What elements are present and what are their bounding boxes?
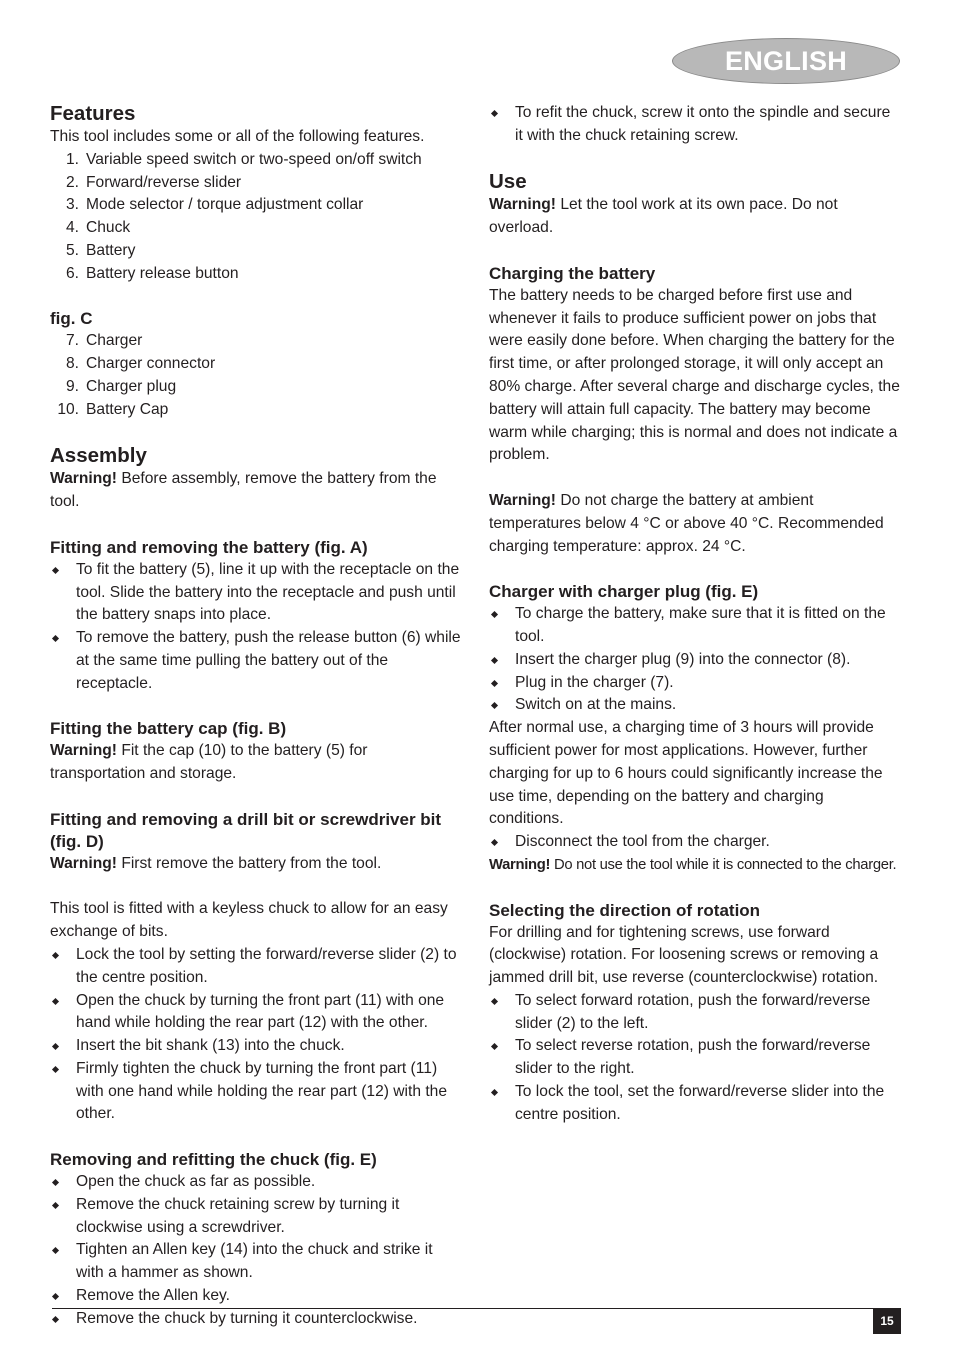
- warning-text: Before assembly, remove the battery from the tool.: [50, 470, 437, 511]
- list-item: [50, 330, 462, 353]
- bit-heading: Fitting and removing a drill bit or screwdriver bit (fig. D): [50, 809, 442, 851]
- list-item: [50, 240, 462, 263]
- bullet-text: To charge the battery, make sure that it is fitted on the tool.: [515, 605, 886, 645]
- bit-list: [50, 944, 462, 1126]
- chuck-heading: Removing and refitting the chuck (fig. E): [50, 1150, 377, 1170]
- list-item: [50, 194, 462, 217]
- bullet-diamond-icon: [52, 1066, 59, 1073]
- list-item: [50, 376, 462, 399]
- list-number: 2.: [65, 173, 79, 191]
- list-text: Battery: [86, 241, 136, 259]
- bullet-text: Tighten an Allen key (14) into the chuck and strike it with a hammer as shown.: [76, 1241, 433, 1282]
- bullet-item: [489, 831, 901, 854]
- bullet-text: Remove the Allen key.: [76, 1287, 230, 1305]
- bullet-item: [489, 672, 901, 695]
- list-text: Variable speed switch or two-speed on/off switch: [86, 150, 422, 168]
- bullet-diamond-icon: [491, 110, 498, 117]
- bullet-item: [489, 990, 901, 1036]
- list-text: Charger plug: [86, 377, 177, 395]
- warning-label: Warning!: [489, 491, 556, 509]
- list-text: Battery release button: [86, 264, 239, 282]
- chuck-list: [50, 1171, 462, 1331]
- bullet-diamond-icon: [52, 1179, 59, 1186]
- fig-c-heading: fig. C: [50, 309, 93, 329]
- charging-warning: [489, 490, 901, 558]
- bullet-item: [50, 559, 462, 627]
- bullet-text: To select forward rotation, push the forward/reverse slider (2) to the left.: [515, 991, 871, 1032]
- bullet-text: Lock the tool by setting the forward/reverse slider (2) to the centre position.: [76, 945, 457, 986]
- bullet-text: Switch on at the mains.: [515, 696, 677, 714]
- warning-label: Warning!: [489, 856, 551, 873]
- bullet-text: Firmly tighten the chuck by turning the front part (11) with one hand while holding the rear part (12) with the other.: [76, 1059, 448, 1123]
- bullet-item: [50, 990, 462, 1036]
- bullet-text: Remove the chuck by turning it counterclockwise.: [76, 1309, 418, 1327]
- list-text: Forward/reverse slider: [86, 173, 242, 191]
- charger-disconnect-list: [489, 831, 901, 854]
- bullet-text: To lock the tool, set the forward/reverse slider into the centre position.: [515, 1083, 885, 1123]
- charging-paragraph: The battery needs to be charged before first use and whenever it fails to produce sufficient power on jobs that were easily done before. When charging the battery for the first time, or after prolonged storage, it will only accept an 80% charge. After several charge and discharge cycles, the battery will attain full capacity. The battery may become warm while charging; this is normal and does not indicate a problem.: [489, 286, 900, 464]
- bullet-item: [489, 694, 901, 717]
- list-item: [50, 149, 462, 172]
- bullet-text: Plug in the charger (7).: [515, 673, 674, 691]
- cap-heading: Fitting the battery cap (fig. B): [50, 719, 287, 739]
- list-number: 3.: [65, 196, 79, 214]
- bit-intro: This tool is fitted with a keyless chuck to allow for an easy exchange of bits.: [50, 900, 448, 941]
- list-text: Charger connector: [86, 355, 216, 373]
- list-number: 1.: [65, 150, 79, 168]
- bullet-diamond-icon: [491, 702, 498, 709]
- bullet-item: [489, 1081, 901, 1127]
- bullet-diamond-icon: [52, 1043, 59, 1050]
- charger-plug-paragraph: After normal use, a charging time of 3 hours will provide sufficient power for most applications. However, further charging for up to 6 hours could significantly increase the use time, depending on the battery and charging conditions.: [489, 719, 883, 828]
- bullet-item: [50, 1058, 462, 1126]
- charger-plug-heading: Charger with charger plug (fig. E): [489, 582, 759, 602]
- bullet-text: Insert the bit shank (13) into the chuck.: [76, 1037, 345, 1055]
- bullet-diamond-icon: [491, 839, 498, 846]
- bullet-diamond-icon: [52, 1316, 59, 1323]
- bullet-item: [50, 1035, 462, 1058]
- features-list: [50, 149, 462, 286]
- list-number: 5.: [65, 241, 79, 259]
- charging-heading: Charging the battery: [489, 263, 656, 283]
- bullet-item: [489, 102, 901, 148]
- list-text: Mode selector / torque adjustment collar: [86, 196, 364, 214]
- warning-label: Warning!: [50, 470, 117, 488]
- list-item: [50, 263, 462, 286]
- warning-label: Warning!: [50, 854, 117, 872]
- list-number: 9.: [65, 377, 79, 395]
- bullet-diamond-icon: [52, 1202, 59, 1209]
- bullet-text: Insert the charger plug (9) into the connector (8).: [515, 650, 851, 668]
- bullet-item: [50, 1308, 462, 1331]
- bullet-item: [50, 1194, 462, 1240]
- rotation-heading: Selecting the direction of rotation: [489, 900, 761, 920]
- rotation-paragraph: For drilling and for tightening screws, use forward (clockwise) rotation. For loosening screws or removing a jammed drill bit, use reverse (counterclockwise) rotation.: [489, 923, 879, 987]
- bullet-item: [50, 627, 462, 695]
- list-item: [50, 217, 462, 240]
- bullet-item: [50, 1171, 462, 1194]
- battery-fit-heading: Fitting and removing the battery (fig. A): [50, 537, 368, 557]
- bullet-text: Disconnect the tool from the charger.: [515, 833, 770, 851]
- bullet-text: To fit the battery (5), line it up with the receptacle on the tool. Slide the battery into the receptacle and push until the battery snaps into place.: [76, 560, 460, 624]
- bullet-item: [50, 944, 462, 990]
- bullet-diamond-icon: [52, 1247, 59, 1254]
- list-number: 4.: [65, 219, 79, 237]
- assembly-heading: Assembly: [50, 444, 147, 468]
- bullet-diamond-icon: [491, 679, 498, 686]
- page-number: 15: [873, 1308, 901, 1334]
- bullet-text: To select reverse rotation, push the forward/reverse slider to the right.: [515, 1037, 871, 1078]
- charger-plug-list: [489, 603, 901, 717]
- list-text: Charger: [86, 332, 143, 350]
- use-warning: [489, 194, 901, 240]
- bullet-diamond-icon: [52, 567, 59, 574]
- left-column: [50, 102, 462, 1331]
- warning-label: Warning!: [489, 196, 556, 214]
- footer-rule: [52, 1308, 901, 1309]
- features-heading: Features: [50, 102, 136, 125]
- list-number: 6.: [65, 264, 79, 282]
- use-heading: Use: [489, 170, 527, 194]
- bullet-item: [489, 603, 901, 649]
- warning-text: Fit the cap (10) to the battery (5) for transportation and storage.: [50, 742, 368, 783]
- language-badge: ENGLISH: [672, 38, 900, 84]
- bullet-diamond-icon: [52, 952, 59, 959]
- warning-text: Do not use the tool while it is connected to the charger.: [550, 856, 897, 873]
- bullet-diamond-icon: [491, 1089, 498, 1096]
- features-intro: This tool includes some or all of the following features.: [50, 128, 425, 145]
- bullet-diamond-icon: [491, 657, 498, 664]
- rotation-list: [489, 990, 901, 1127]
- charger-warning: [489, 854, 901, 877]
- bullet-text: Open the chuck as far as possible.: [76, 1173, 316, 1191]
- fig-c-list: [50, 330, 462, 421]
- list-item: [50, 353, 462, 376]
- bit-warning: [50, 853, 462, 876]
- bullet-diamond-icon: [491, 611, 498, 618]
- right-column: [489, 102, 901, 1127]
- warning-text: First remove the battery from the tool.: [116, 854, 382, 872]
- list-text: Chuck: [86, 219, 131, 237]
- cap-warning: [50, 740, 462, 786]
- list-item: [50, 399, 462, 422]
- bullet-diamond-icon: [491, 998, 498, 1005]
- bullet-item: [50, 1239, 462, 1285]
- battery-fit-list: [50, 559, 462, 696]
- bullet-item: [489, 649, 901, 672]
- list-number: 8.: [65, 355, 79, 373]
- list-number: 7.: [65, 332, 79, 350]
- warning-label: Warning!: [50, 742, 117, 760]
- bullet-diamond-icon: [52, 635, 59, 642]
- list-text: Battery Cap: [86, 400, 169, 418]
- bullet-diamond-icon: [52, 1293, 59, 1300]
- assembly-warning: [50, 468, 462, 514]
- warning-text: Do not charge the battery at ambient temperatures below 4 °C or above 40 °C. Recommended charging temperature: approx. 24 °C.: [489, 491, 884, 555]
- bullet-text: Remove the chuck retaining screw by turning it clockwise using a screwdriver.: [76, 1195, 400, 1236]
- bullet-item: [50, 1285, 462, 1308]
- bullet-text: Open the chuck by turning the front part (11) with one hand while holding the rear part (12) with the other.: [76, 991, 445, 1032]
- list-number: 10.: [57, 400, 79, 418]
- warning-text: Let the tool work at its own pace. Do not overload.: [489, 196, 838, 237]
- list-item: [50, 172, 462, 195]
- bullet-text: To refit the chuck, screw it onto the spindle and secure it with the chuck retaining screw.: [515, 104, 891, 144]
- refit-list: [489, 102, 901, 148]
- bullet-diamond-icon: [491, 1043, 498, 1050]
- bullet-item: [489, 1035, 901, 1081]
- bullet-diamond-icon: [52, 997, 59, 1004]
- bullet-text: To remove the battery, push the release button (6) while at the same time pulling the battery out of the receptacle.: [76, 629, 461, 692]
